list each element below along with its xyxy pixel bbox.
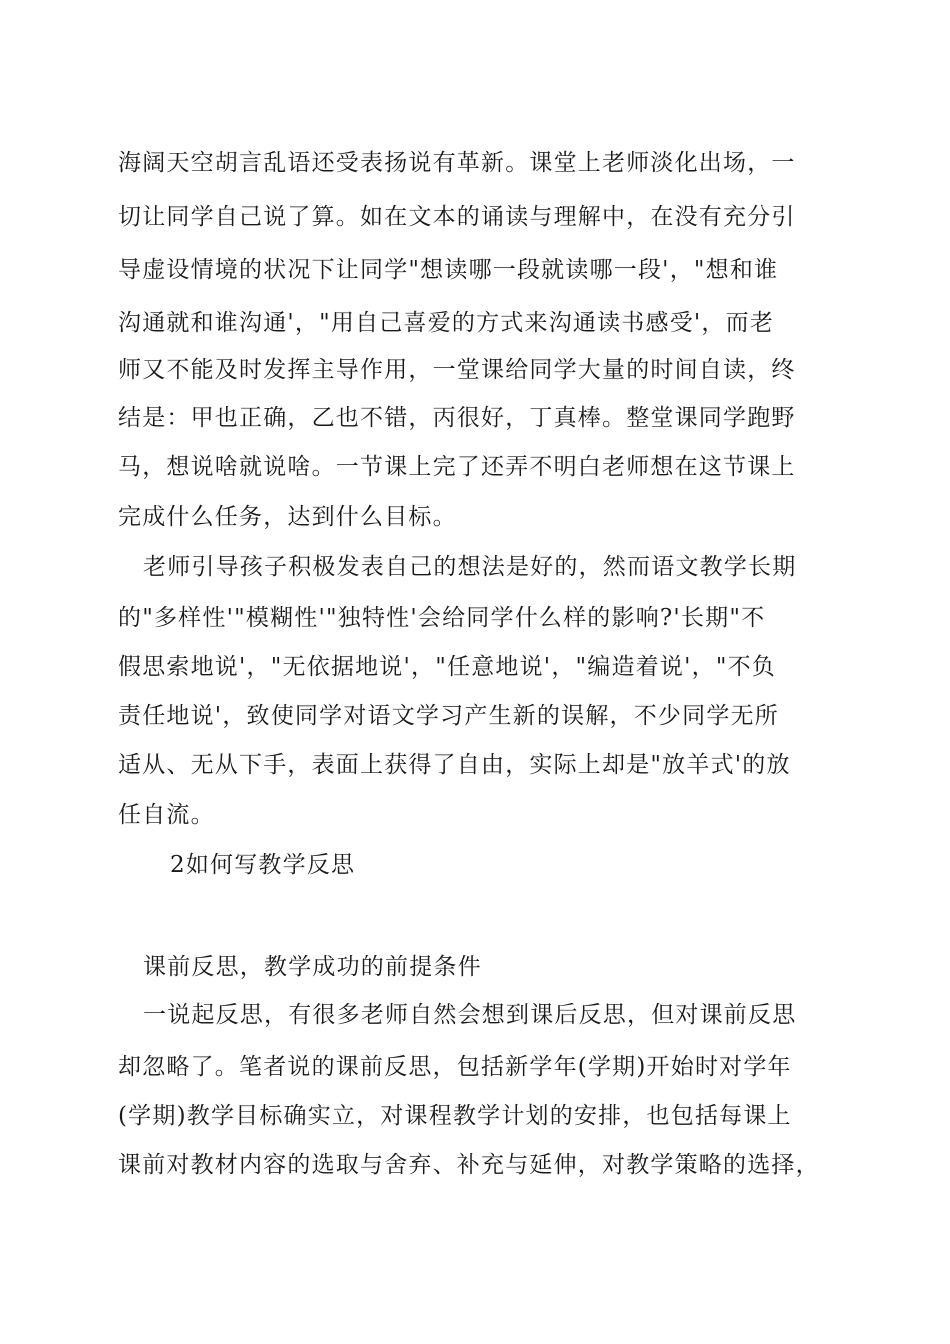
paragraph-2-line-4: 责任地说'，致使同学对语文学习产生新的误解，不少同学无所 xyxy=(118,703,779,729)
section-heading: 2如何写教学反思 xyxy=(170,852,356,878)
paragraph-1-line-3: 导虚设情境的状况下让同学"想读哪一段就读哪一段'，"想和谁 xyxy=(118,257,779,283)
paragraph-1-line-2: 切让同学自己说了算。如在文本的诵读与理解中，在没有充分引 xyxy=(118,204,796,230)
section-subheading: 课前反思，教学成功的前提条件 xyxy=(143,954,482,980)
paragraph-1-line-1: 海阔天空胡言乱语还受表扬说有革新。课堂上老师淡化出场，一 xyxy=(118,150,796,176)
paragraph-2-line-3: 假思索地说'，"无依据地说'，"任意地说'，"编造着说'，"不负 xyxy=(118,654,777,680)
paragraph-3-line-3: (学期)教学目标确实立，对课程教学计划的安排，也包括每课上 xyxy=(118,1103,792,1129)
paragraph-3-line-1: 一说起反思，有很多老师自然会想到课后反思，但对课前反思 xyxy=(143,1002,797,1028)
paragraph-2-line-2: 的"多样性'"模糊性'"独特性'会给同学什么样的影响?'长期"不 xyxy=(118,605,766,631)
paragraph-1-line-4: 沟通就和谁沟通'，"用自己喜爱的方式来沟通读书感受'，而老 xyxy=(118,310,775,336)
paragraph-3-line-2: 却忽略了。笔者说的课前反思，包括新学年(学期)开始时对学年 xyxy=(118,1054,792,1080)
paragraph-2-line-6: 任自流。 xyxy=(118,802,215,828)
paragraph-2-line-1: 老师引导孩子积极发表自己的想法是好的，然而语文教学长期 xyxy=(143,554,797,580)
paragraph-1-line-5: 师又不能及时发挥主导作用，一堂课给同学大量的时间自读，终 xyxy=(118,357,796,383)
paragraph-1-line-8: 完成什么任务，达到什么目标。 xyxy=(118,504,457,530)
paragraph-2-line-5: 适从、无从下手，表面上获得了自由，实际上却是"放羊式'的放 xyxy=(118,752,791,778)
paragraph-3-line-4: 课前对教材内容的选取与舍弃、补充与延伸，对教学策略的选择， xyxy=(118,1152,820,1178)
paragraph-1-line-7: 马，想说啥就说啥。一节课上完了还弄不明白老师想在这节课上 xyxy=(118,454,796,480)
paragraph-1-line-6: 结是：甲也正确，乙也不错，丙很好，丁真棒。整堂课同学跑野 xyxy=(118,405,796,431)
